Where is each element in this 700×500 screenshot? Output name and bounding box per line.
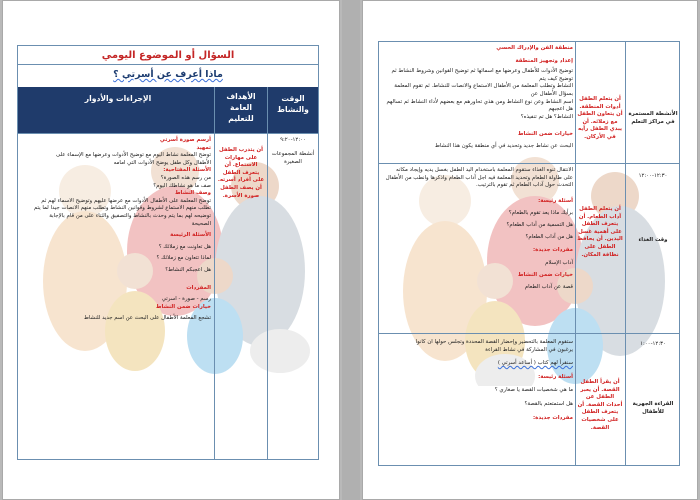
procedure-line: مفردات جديدة: — [533, 414, 573, 421]
procedure-line: هل من آداب الطعام؟ — [525, 233, 573, 240]
procedure-line: أرسم صورة أسرتي — [159, 137, 211, 143]
column-divider — [214, 87, 215, 460]
column-divider — [575, 41, 576, 466]
activity-name: القراءة الجهرية للأطفال — [632, 401, 674, 415]
procedure-line: الأسئلة المفتاحية: — [163, 167, 211, 174]
procedure-line: أسئلة رئيسة: — [538, 373, 573, 380]
procedure-line: ستقوم المعلمة بالتحضير وإحضار القصة المحددة وتجلس حولها ان كانوا — [415, 339, 573, 345]
procedure-line: تمهيد — [196, 144, 211, 151]
procedure-line: سنقرأ لهم كتاب ( أساعد أسرتي ) — [497, 360, 573, 367]
goals-text: أن يتعلم الطفل أدوات المنطقة. أن يتعاون الطفل مع زملائه. أن يبدي الطفل رأيه في الأركان. — [577, 96, 623, 140]
procedure-line: النشاط وتطلب المعلمة من الأطفال الاستماع والانصات للنشاط. ثم تقوم المعلمة بسؤال الأطفال عن — [394, 83, 573, 97]
procedure-line: هل تعاونت مع زملائك ؟ — [158, 243, 211, 250]
col-header-procedures: الإجراءات والأدوار — [84, 94, 152, 103]
procedure-line: الانتقال تنوه الغذاء ستقوم المعلمة باستخدام اليد الطفل بغسل يديه وإيجاد مكانه — [396, 167, 573, 173]
daily-topic: ماذا أعرف عن أسرتي ؟ — [113, 69, 223, 80]
activity-name: الأنشطة المستمرة في مراكز التعلم — [628, 111, 678, 125]
col-header-time: الوقت والنشاط — [277, 94, 309, 114]
procedure-line: خيارات ضمن النشاط — [517, 272, 573, 279]
procedure-line: منطقة الفن والإدراك الحسي — [496, 45, 573, 51]
procedures-content — [383, 339, 573, 422]
activity-name: أنشطة المجموعات الصغيرة — [271, 151, 315, 165]
procedure-line: صف ما هو نشاطك اليوم؟ — [153, 182, 211, 189]
procedure-line: الصحيحة — [191, 220, 211, 227]
procedure-line: التحدث حول آداب الطعام ثم تقوم بالترتيب. — [475, 182, 573, 189]
time-value: ١٢:٣٠-١٢:٠٠ — [638, 173, 668, 179]
procedure-line: المفردات — [186, 284, 211, 291]
daily-question-title: السؤال أو الموضوع اليومي — [101, 50, 235, 61]
divider — [18, 133, 318, 134]
goals-text: أن يتدرب الطفل على مهارات الاستماع. أن يتعرف الطفل على أفراد أسرته. أن يصف الطفل صورة الأسرة. — [217, 147, 265, 199]
divider — [378, 163, 680, 164]
procedure-line: برأيك ماذا يعد تقوم بالطعام؟ — [508, 210, 573, 217]
procedure-line: من رسم هذه الصورة؟ — [160, 174, 211, 181]
procedure-line: يرغبون في المشاركة في نشاط القراءة — [485, 346, 573, 353]
procedure-line: تشجع المعلمة الأطفال على البحث عن اسم جديد للنشاط — [83, 315, 211, 322]
col-header-goals: الأهداف العامة للتعليم — [226, 92, 256, 123]
procedure-line: وصف النشاط — [174, 190, 211, 197]
page-gutter — [342, 0, 360, 500]
procedure-line: هل التسمية من آداب الطعام؟ — [506, 221, 573, 228]
left-page — [2, 0, 340, 500]
activity-name: وقت الغذاء — [638, 237, 668, 243]
procedure-line: خيارات ضمن النشاط — [155, 303, 211, 310]
procedure-line: إعداد وتجهيز المنطقة — [515, 57, 573, 64]
procedure-line: توضح المعلمة على الأطفال الأدوات مع عرضها عليهم وتوضيح الاسماء لهم ثم — [41, 197, 211, 204]
procedure-line: هل اعجبكم النشاط؟ — [165, 266, 211, 273]
procedure-line: على طاولة الطعام وتحديد المعلمة فيه اجل آداب الطعام واذكرها وانطب من الأطفال — [385, 174, 573, 181]
procedure-line: أسئلة رئيسة: — [538, 197, 573, 204]
procedure-line: البحث عن نشاط جديد وتحديد في أي منطقة يكون هذا النشاط — [434, 142, 573, 149]
procedures-content — [383, 167, 573, 292]
procedure-line: آداب الإسلام — [545, 259, 573, 266]
procedure-line: مفردات جديدة: — [533, 247, 573, 254]
procedure-line: هل استمتعتم بالقصة؟ — [524, 400, 573, 407]
procedure-line: توضيح الأدوات للأطفال وعرضها مع اسمائها ثم توضيح القوانين وشروط النشاط ثم توضيح كيف يتم — [391, 68, 573, 82]
procedure-line: الأطفال وكل طفل يوضح الأدوات التي امامه — [113, 159, 211, 166]
procedure-line: قصة عن آداب الطعام — [524, 283, 573, 290]
time-value: ١٢:٣٠-١:٠٠ — [640, 341, 666, 347]
procedure-line: تطلب منهم الاستماع لشروط وقوانين النشاط وتطلب منهم الانصات جيدا لما يتم — [33, 205, 211, 212]
divider — [378, 333, 680, 334]
procedure-line: ما هي شخصيات القصة يا صغاري ؟ — [494, 387, 573, 394]
procedure-line: توضيحه لهم بما يتم وحدث بالنشاط والتصفيق والثناء على من قام بالإجابة — [49, 212, 211, 219]
procedure-line: توضح المعلمة نشاط اليوم مع توضيح الأدوات وعرضها مع الإسماء على — [56, 152, 211, 159]
time-value: ١٢:٠٠-٩:٢٠ — [280, 137, 306, 143]
procedure-line: لماذا تتعاون مع زملائك ؟ — [156, 255, 211, 262]
column-divider — [625, 41, 626, 466]
goals-text: أن يتعلم الطفل آداب الطعام. أن يتعرف الطفل على أهمية غسل اليدين. أن يحافظ الطفل على نظافة المكان. — [577, 206, 623, 258]
procedure-line: رسم - صورة - اسرتي — [161, 296, 211, 303]
procedure-line: الأسئلة الرئيسة — [170, 232, 211, 239]
procedure-line: النشاط؟ هل تم تنفيذه؟ — [520, 113, 573, 120]
procedures-content — [23, 137, 211, 323]
procedures-content — [383, 45, 573, 151]
procedure-line: اسم النشاط وعن نوع النشاط ومن هذي تحاورهم مع بعضهم لأداء النشاط ثم تسالهم هل اعجبهم — [386, 98, 573, 113]
right-page — [362, 0, 698, 500]
column-divider — [267, 87, 268, 460]
goals-text: أن يقرأ الطفل القصة. أن يعبر الطفل عن أحداث القصة. أن يتعرف الطفل على شخصيات القصة. — [577, 379, 623, 431]
procedure-line: خيارات ضمن النشاط — [517, 131, 573, 138]
